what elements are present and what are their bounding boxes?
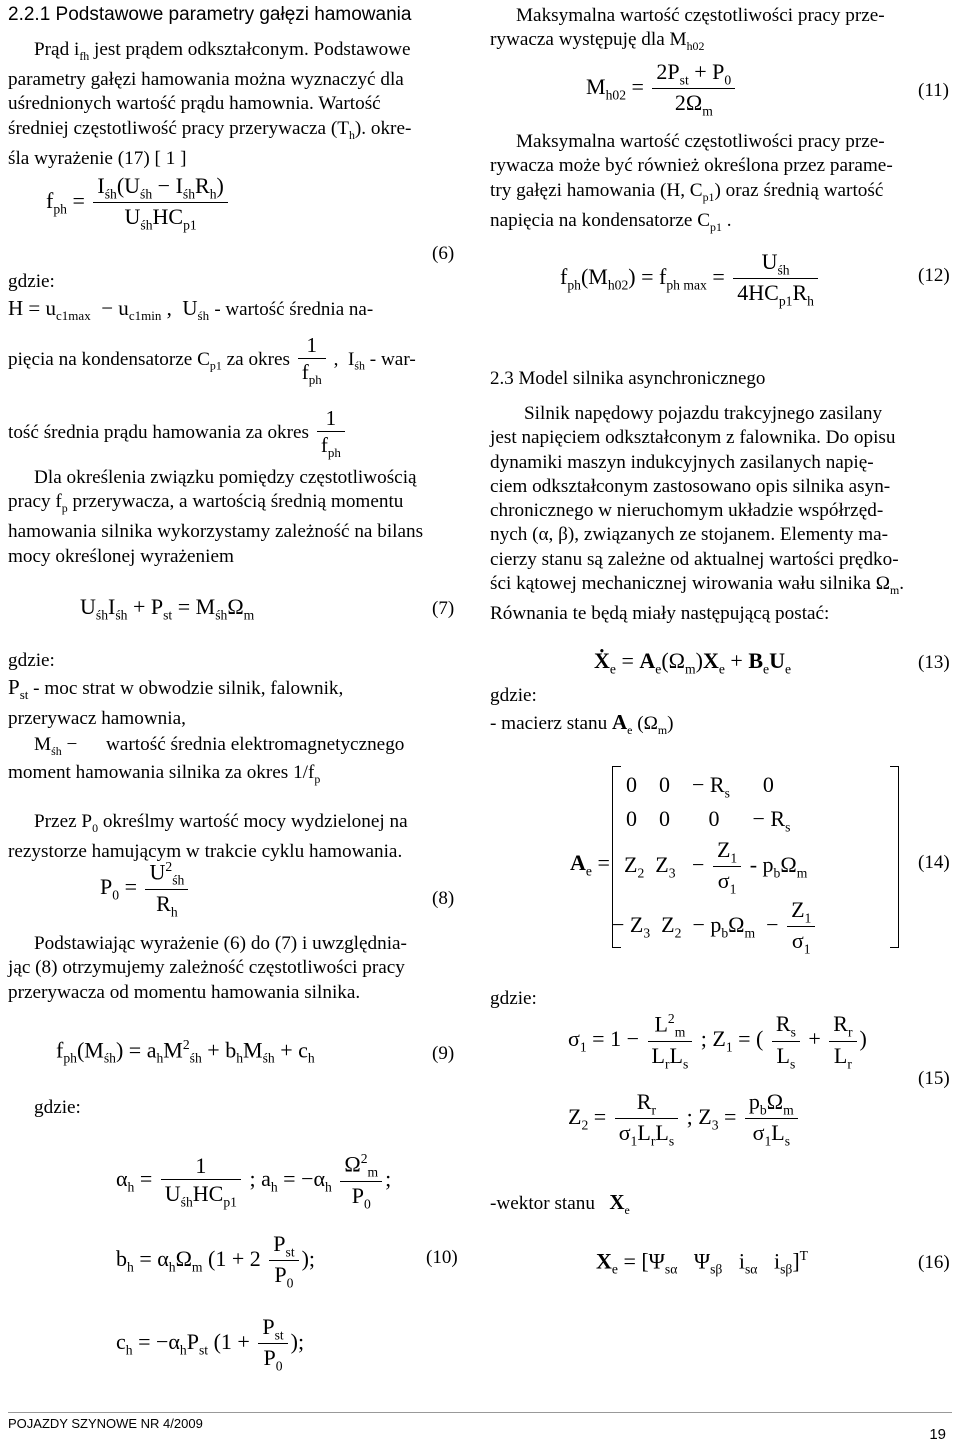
footer-page-number: 19 (929, 1426, 946, 1443)
equation-10-alpha: $\alpha_h$ = $\frac{1}{U_{śh}HC_{p1}}$ ; $a_h = -\alpha_h$ $\frac{\Omega^2_m}{P_0}$ ; (116, 1151, 392, 1212)
equation-15-row1: $\sigma_1 = 1$ − $\frac{L^2_m}{L_rL_s}$ ; $Z_1$ = ( $\frac{R_s}{L_s}$ + $\frac{R_r}{L_r}$ ) (568, 1011, 867, 1072)
equation-12: $f_{ph}(M_{h02}) = f_{ph max}$ = $\frac{U_{śh}}{4HC_{p1}R_h}$ (560, 248, 821, 310)
definition-msh-cont: moment hamowania silnika za okres $1/f_p$ (8, 762, 321, 786)
gdzie-label-3: gdzie: (34, 1097, 81, 1118)
gdzie-label-r2: gdzie: (490, 988, 537, 1009)
equation-10-number: (10) (426, 1247, 458, 1268)
definition-ish: tość średnia prądu hamowania za okres $\frac{1}{f_{ph}}$ (8, 405, 348, 462)
footer-journal: POJAZDY SZYNOWE NR 4/2009 (8, 1416, 203, 1431)
section-heading-2-3: 2.3 Model silnika asynchronicznego (490, 368, 766, 389)
equation-9-number: (9) (432, 1043, 455, 1064)
matrix-label: - macierz stanu $A_e$ $(\Omega_m)$ (490, 710, 674, 737)
equation-12-number: (12) (918, 265, 950, 286)
paragraph-motor-model: Silnik napędowy pojazdu trakcyjnego zasilany jest napięciem odkształconym z falownika. Do opisu dynamiki maszyn indukcyjnych zasilanych napię- ciem odkształconym zastosowano opis silnika asyn- chronicznego w nieruchomym układzie współrzęd- nych (α, β), związanych ze stojanem. Elementy ma- cierzy stanu są zależne od aktualnej wartości prędko- ści kątowej mechanicznej wirowania wału silnika $\Omega_m$. Równania te będą miały następującą postać: (490, 403, 905, 625)
equation-10-c: $c_h = -\alpha_hP_{st}$ (1 + $\frac{P_{st}}{P_0}$ ); (116, 1314, 305, 1374)
equation-11-number: (11) (918, 80, 949, 101)
equation-8-number: (8) (432, 888, 455, 909)
gdzie-label-1: gdzie: (8, 271, 55, 292)
gdzie-label-2: gdzie: (8, 650, 55, 671)
equation-14-number: (14) (918, 852, 950, 873)
definition-pst-cont: przerywacz hamownia, (8, 708, 186, 729)
paragraph-p0: Przez $P_0$ określmy wartość mocy wydzielonej na rezystorze hamującym w trakcie cyklu hamowania. (8, 811, 408, 863)
equation-15-number: (15) (918, 1068, 950, 1089)
state-vector-label: -wektor stanu $X_e$ (490, 1190, 630, 1217)
definition-h: $H = u_{c1max} - u_{c1min}$ , $U_{śh}$ - wartość średnia na- (8, 296, 374, 324)
equation-6: $f_{ph}$ = $\frac{I_{śh}(U_{śh} - I_{śh}R_h)}{U_{śh}HC_{p1}}$ (46, 172, 231, 234)
definition-ush: pięcia na kondensatorze $C_{p1}$ za okres $\frac{1}{f_{ph}}$ , $I_{śh} - war-$ (8, 333, 416, 388)
paragraph-intro: Prąd $i_{fh}$ jest prądem odkształconym. Podstawowe parametry gałęzi hamowania można wyznaczyć dla uśrednionych wartość prądu hamownia. Wartość średniej częstotliwość pracy przerywacza $(T_h)$. okre- śla wyrażenie (17) [ 1 ] (8, 39, 412, 169)
matrix-bracket-right (890, 766, 899, 948)
paragraph-relation: Dla określenia związku pomiędzy częstotliwością pracy $f_p$ przerywacza, a wartością średnią momentu hamowania silnika wykorzystamy zależność na bilans mocy określonej wyrażeniem (8, 467, 424, 567)
paragraph-max-frequency-2: Maksymalna wartość częstotliwości pracy prze- rywacza może być również określona przez parame- try gałęzi hamowania (H, $C_{p1}$) oraz średnią wartość napięcia na kondensatorze $C_{p1}$ . (490, 131, 893, 234)
paragraph-max-frequency: Maksymalna wartość częstotliwości pracy prze- rywacza występuję dla $M_{h02}$ (490, 5, 885, 54)
gdzie-label-r1: gdzie: (490, 685, 537, 706)
equation-16-number: (16) (918, 1252, 950, 1273)
footer-rule (8, 1412, 952, 1413)
equation-7: $U_{śh}I_{śh} + P_{st} = M_{śh}\Omega_m$ (80, 594, 255, 623)
equation-6-number: (6) (432, 243, 455, 264)
equation-13: Ẋ$_e$ = $A_e(\Omega_m)X_e + B_eU_e$ (594, 648, 792, 677)
equation-7-number: (7) (432, 598, 455, 619)
equation-9: $f_{ph}(M_{śh}) = a_hM^2_{śh} + b_hM_{śh} + c_h$ (56, 1037, 315, 1066)
definition-pst: $P_{st}$ - moc strat w obwodzie silnik, falownik, (8, 675, 344, 703)
definition-msh: $M_{śh}$ − wartość średnia elektromagnetycznego (34, 734, 405, 758)
equation-14-lhs: $A_e$ = (570, 850, 610, 879)
section-heading: 2.2.1 Podstawowe parametry gałęzi hamowania (8, 4, 412, 25)
equation-10-b: $b_h = \alpha_h\Omega_m$ (1 + 2 $\frac{P_{st}}{P_0}$ ); (116, 1231, 316, 1291)
equation-16: $X_e = [\Psi_{s\alpha}$ $\Psi_{s\beta}$ $i_{s\alpha}$ $i_{s\beta}]^T$ (596, 1248, 808, 1277)
equation-8: $P_0$ = $\frac{U^2_{śh}}{R_h}$ (100, 858, 191, 920)
paragraph-substitution: Podstawiając wyrażenie (6) do (7) i uwzględnia- jąc (8) otrzymujemy zależność częstotliwości pracy przerywacza od momentu hamowania silnika. (8, 933, 407, 1003)
equation-11: $M_{h02}$ = $\frac{2P_{st} + P_0}{2\Omega_m}$ (586, 58, 738, 120)
equation-15-row2: $Z_2$ = $\frac{R_r}{\sigma_1L_rL_s}$ ; $Z_3$ = $\frac{p_b\Omega_m}{\sigma_1L_s}$ (568, 1088, 801, 1150)
equation-13-number: (13) (918, 652, 950, 673)
